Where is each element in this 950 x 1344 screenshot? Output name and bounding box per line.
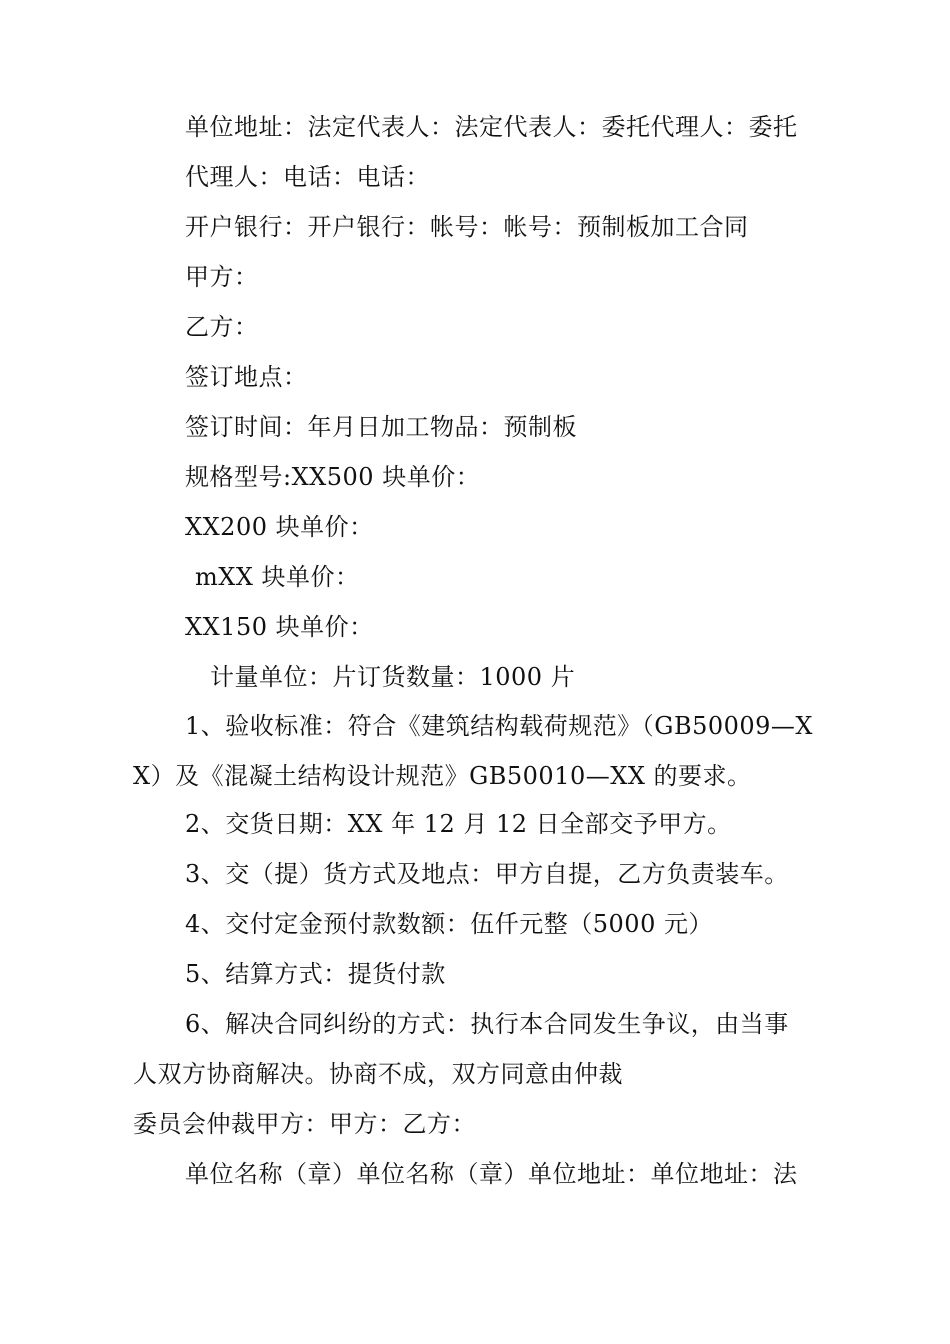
text-line-acceptance-cont: X）及《混凝土结构设计规范》GB50010—XX 的要求。 (133, 762, 752, 790)
text-line-spec-xx500: 规格型号:XX500 块单价： (185, 463, 481, 491)
text-line-dispute-cont: 人双方协商解决。协商不成，双方同意由仲裁 (133, 1060, 623, 1088)
text-line-delivery-date: 2、交货日期：XX 年 12 月 12 日全部交予甲方。 (185, 810, 732, 838)
text-line-bank-account: 开户银行：开户银行：帐号：帐号：预制板加工合同 (185, 213, 749, 241)
text-line-dispute: 6、解决合同纠纷的方式：执行本合同发生争议，由当事 (185, 1010, 789, 1038)
text-line-unit-address: 单位地址：法定代表人：法定代表人：委托代理人：委托 (185, 113, 798, 141)
text-line-deposit: 4、交付定金预付款数额：伍仟元整（5000 元） (185, 910, 713, 938)
text-line-unit-name: 单位名称（章）单位名称（章）单位地址：单位地址：法 (185, 1160, 798, 1188)
text-line-unit-quantity: 计量单位：片订货数量：1000 片 (210, 663, 576, 691)
text-line-arbitration: 委员会仲裁甲方：甲方：乙方： (133, 1110, 476, 1138)
text-line-spec-xx150: XX150 块单价： (185, 613, 374, 641)
text-line-settlement: 5、结算方式：提货付款 (185, 960, 446, 988)
text-line-party-b: 乙方： (185, 313, 259, 341)
text-line-signing-place: 签订地点： (185, 363, 308, 391)
text-line-signing-time: 签订时间：年月日加工物品：预制板 (185, 413, 577, 441)
text-line-agent-phone: 代理人：电话：电话： (185, 163, 430, 191)
text-line-spec-mxx: mXX 块单价： (195, 563, 360, 591)
text-line-party-a: 甲方： (185, 263, 259, 291)
text-line-delivery-method: 3、交（提）货方式及地点：甲方自提，乙方负责装车。 (185, 860, 789, 888)
text-line-spec-xx200: XX200 块单价： (185, 513, 374, 541)
text-line-acceptance-standard: 1、验收标准：符合《建筑结构载荷规范》（GB50009—X (185, 712, 814, 740)
